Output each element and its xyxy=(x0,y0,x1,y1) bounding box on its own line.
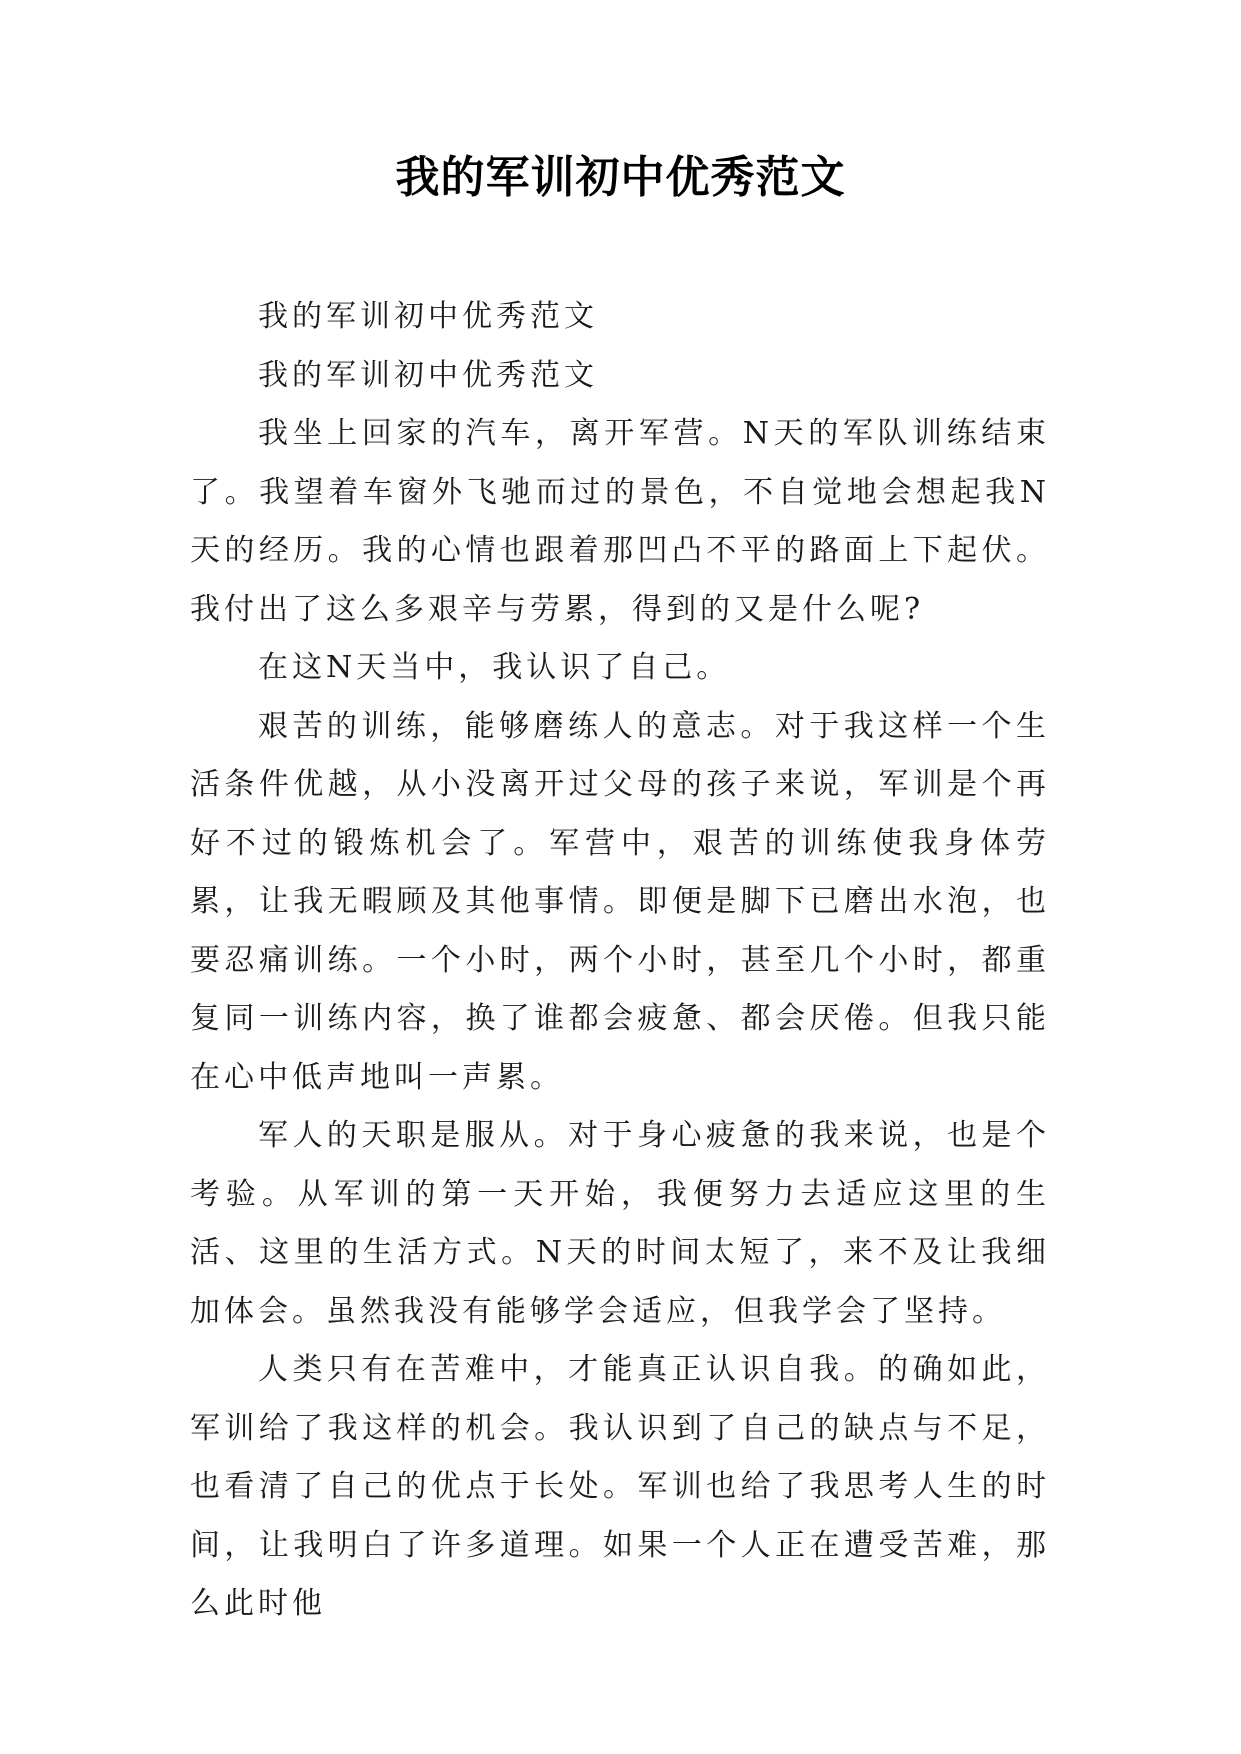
paragraph-subtitle-1: 我的军训初中优秀范文 xyxy=(258,299,598,334)
paragraph-self-knowledge: 在这N天当中，我认识了自己。 xyxy=(258,650,731,685)
paragraph-subtitle-2: 我的军训初中优秀范文 xyxy=(258,357,598,393)
paragraph-obedience: 军人的天职是服从。对于身心疲惫的我来说，也是个考验。从军训的第一天开始，我便努力去适应这里的生活、这里的生活方式。N天的时间太短了，来不及让我细加体会。虽然我没有能够学会适应，但我学会了坚持。 xyxy=(190,1118,1050,1329)
document-title: 我的军训初中优秀范文 xyxy=(395,152,846,203)
document-body xyxy=(190,288,1050,1634)
paragraph-hardship: 人类只有在苦难中，才能真正认识自我。的确如此，军训给了我这样的机会。我认识到了自己的缺点与不足，也看清了自己的优点于长处。军训也给了我思考人生的时间，让我明白了许多道理。如果一个人正在遭受苦难，那么此时他 xyxy=(190,1352,1050,1621)
paragraph-intro: 我坐上回家的汽车，离开军营。N天的军队训练结束了。我望着车窗外飞驰而过的景色，不自觉地会想起我N天的经历。我的心情也跟着那凹凸不平的路面上下起伏。我付出了这么多艰辛与劳累，得到的又是什么呢? xyxy=(190,416,1050,627)
paragraph-hard-training: 艰苦的训练，能够磨练人的意志。对于我这样一个生活条件优越，从小没离开过父母的孩子来说，军训是个再好不过的锻炼机会了。军营中，艰苦的训练使我身体劳累，让我无暇顾及其他事情。即便是脚下已磨出水泡，也要忍痛训练。一个小时，两个小时，甚至几个小时，都重复同一训练内容，换了谁都会疲惫、都会厌倦。但我只能在心中低声地叫一声累。 xyxy=(190,708,1050,1095)
